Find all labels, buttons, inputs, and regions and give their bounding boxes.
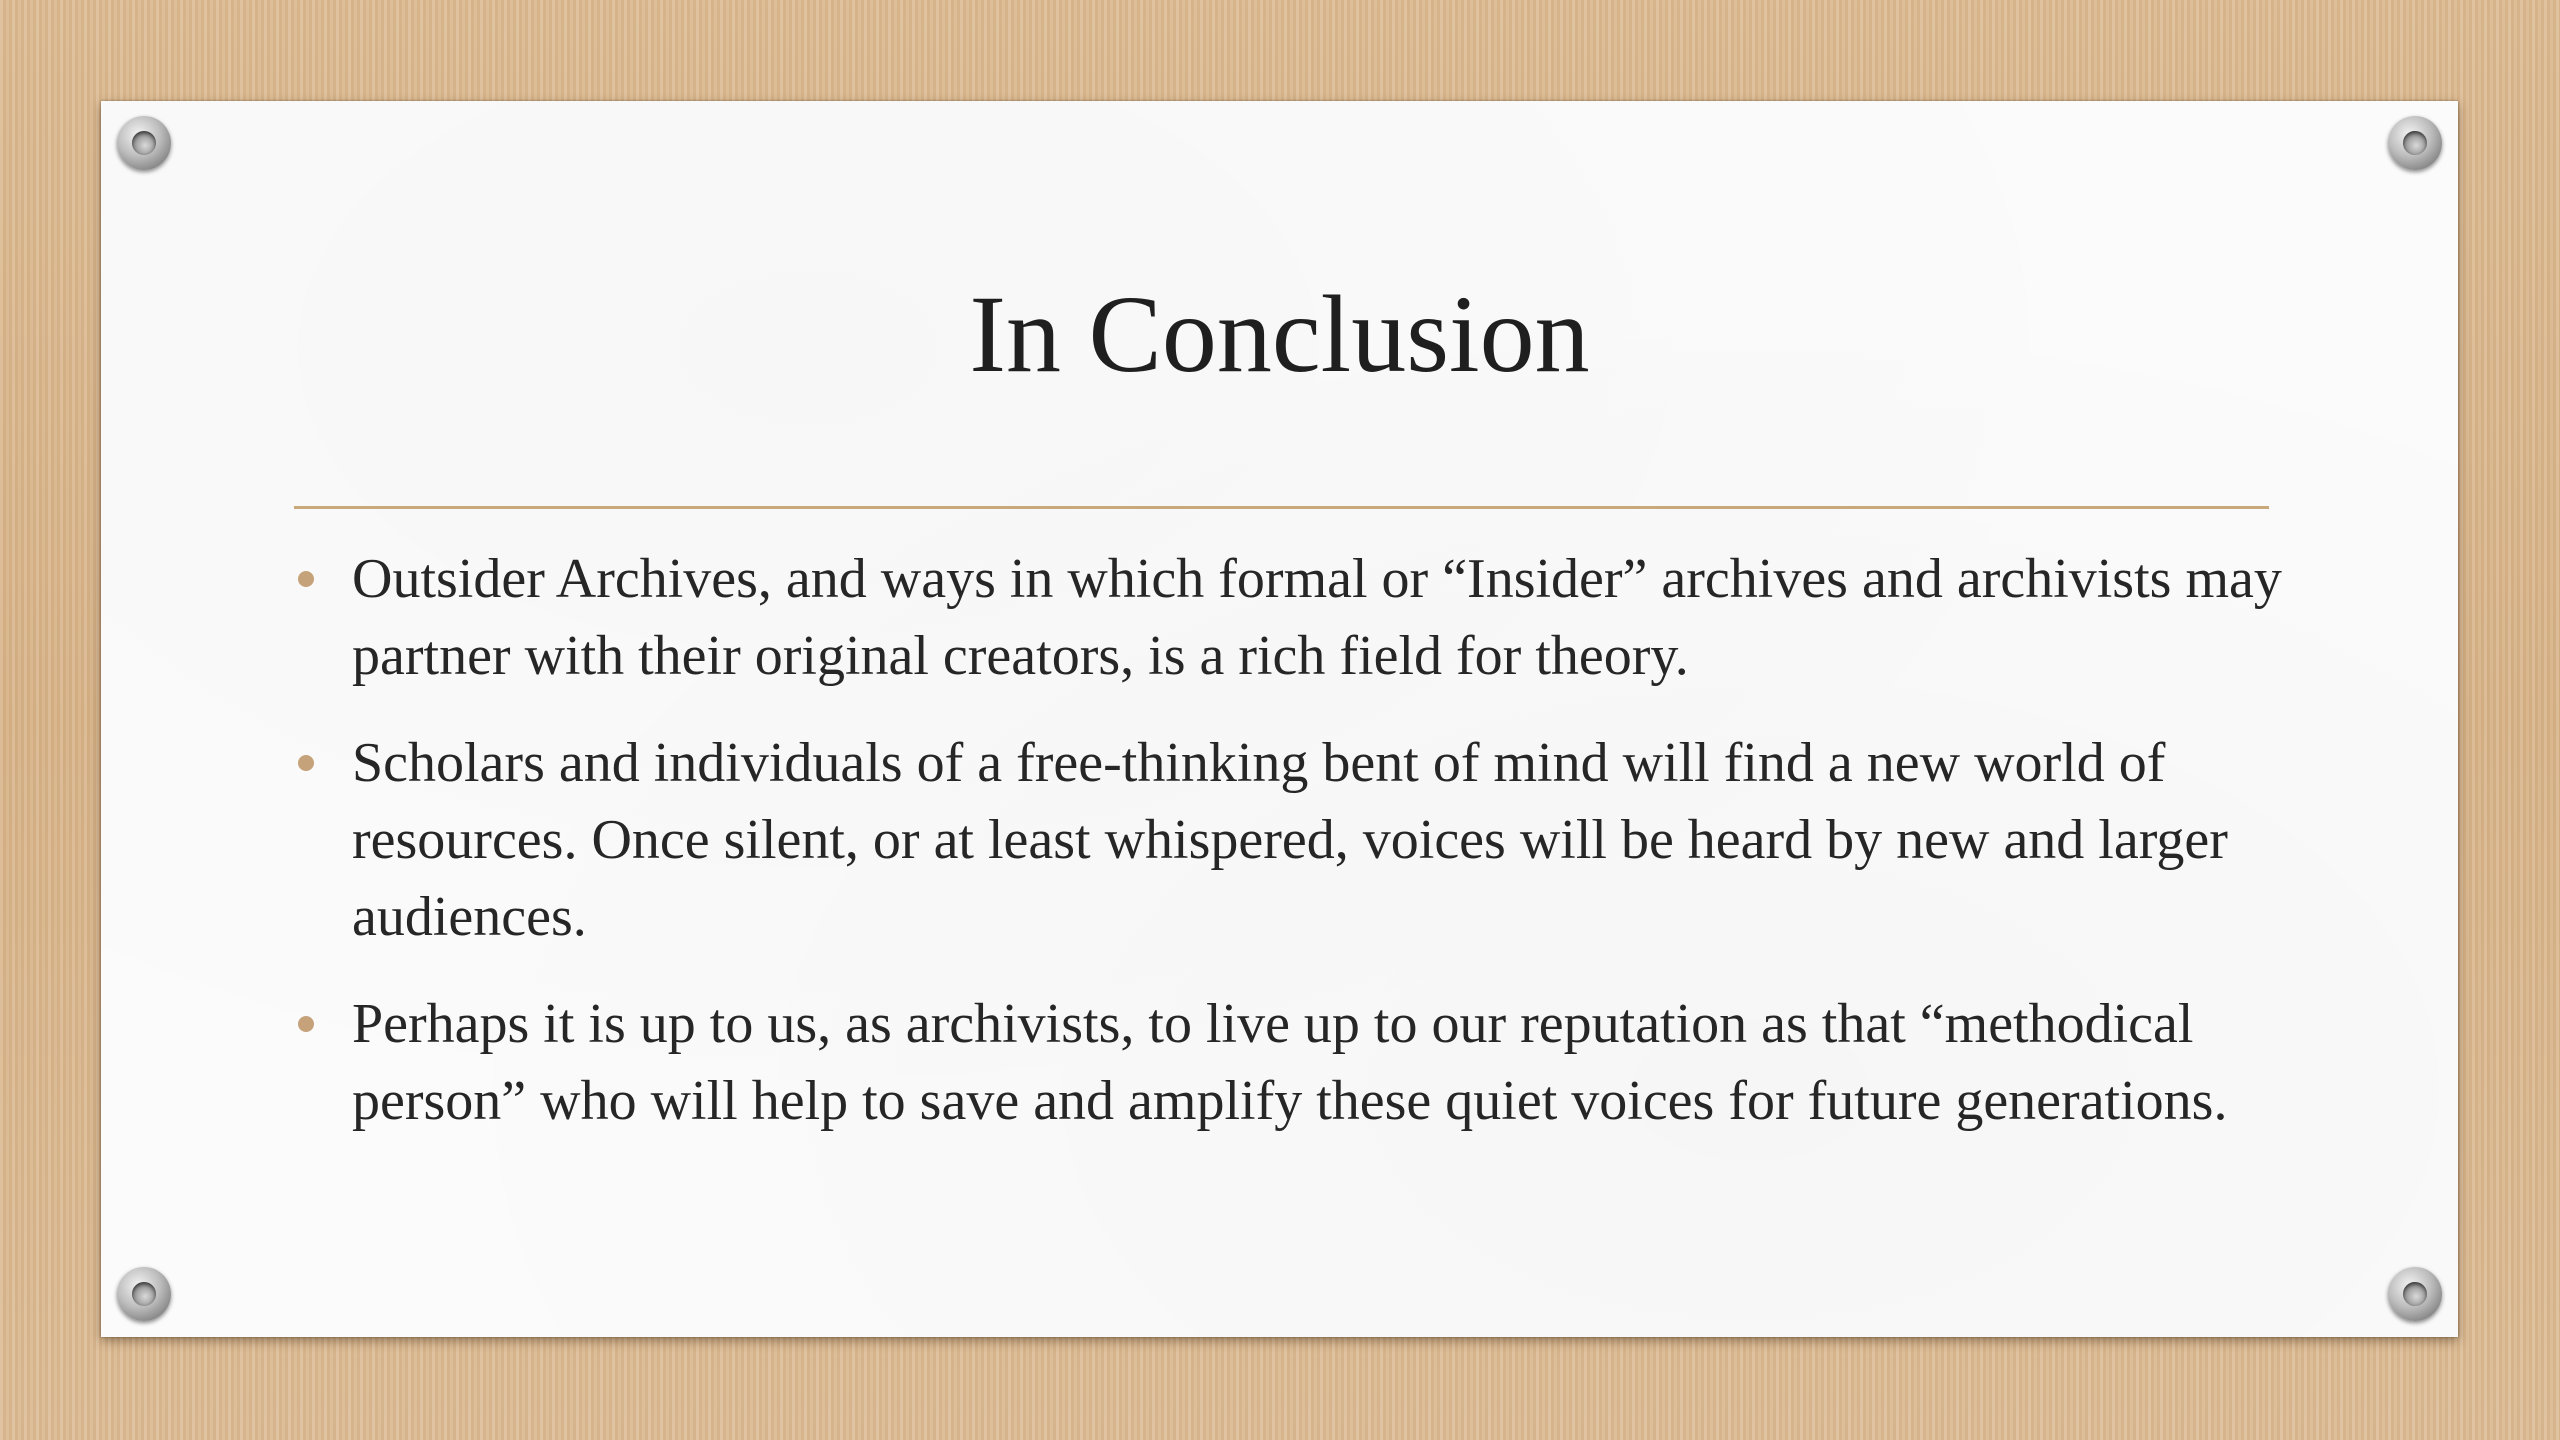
bullet-text: Perhaps it is up to us, as archivists, to live up to our reputation as that “methodical person” who will help to save and amplify these quiet voices for future generations. (352, 993, 2228, 1132)
title-divider (294, 506, 2269, 509)
bullet-text: Outsider Archives, and ways in which formal or “Insider” archives and archivists may partner with their original creators, is a rich field for theory. (352, 548, 2282, 687)
bullet-text: Scholars and individuals of a free-thinking bent of mind will find a new world of resources. Once silent, or at least whispered, voices will be heard by new and larger audiences. (352, 732, 2228, 948)
slide-card (101, 101, 2458, 1337)
grommet-top-left-icon (117, 116, 171, 170)
bullet-item (294, 541, 2294, 695)
grommet-bottom-right-icon (2388, 1267, 2442, 1321)
bullet-list (294, 541, 2294, 1170)
bullet-dot-icon (298, 755, 314, 771)
bullet-item (294, 725, 2294, 956)
bullet-dot-icon (298, 571, 314, 587)
bullet-dot-icon (298, 1016, 314, 1032)
grommet-top-right-icon (2388, 116, 2442, 170)
bullet-item (294, 986, 2294, 1140)
slide-title: In Conclusion (969, 273, 1590, 395)
grommet-bottom-left-icon (117, 1267, 171, 1321)
